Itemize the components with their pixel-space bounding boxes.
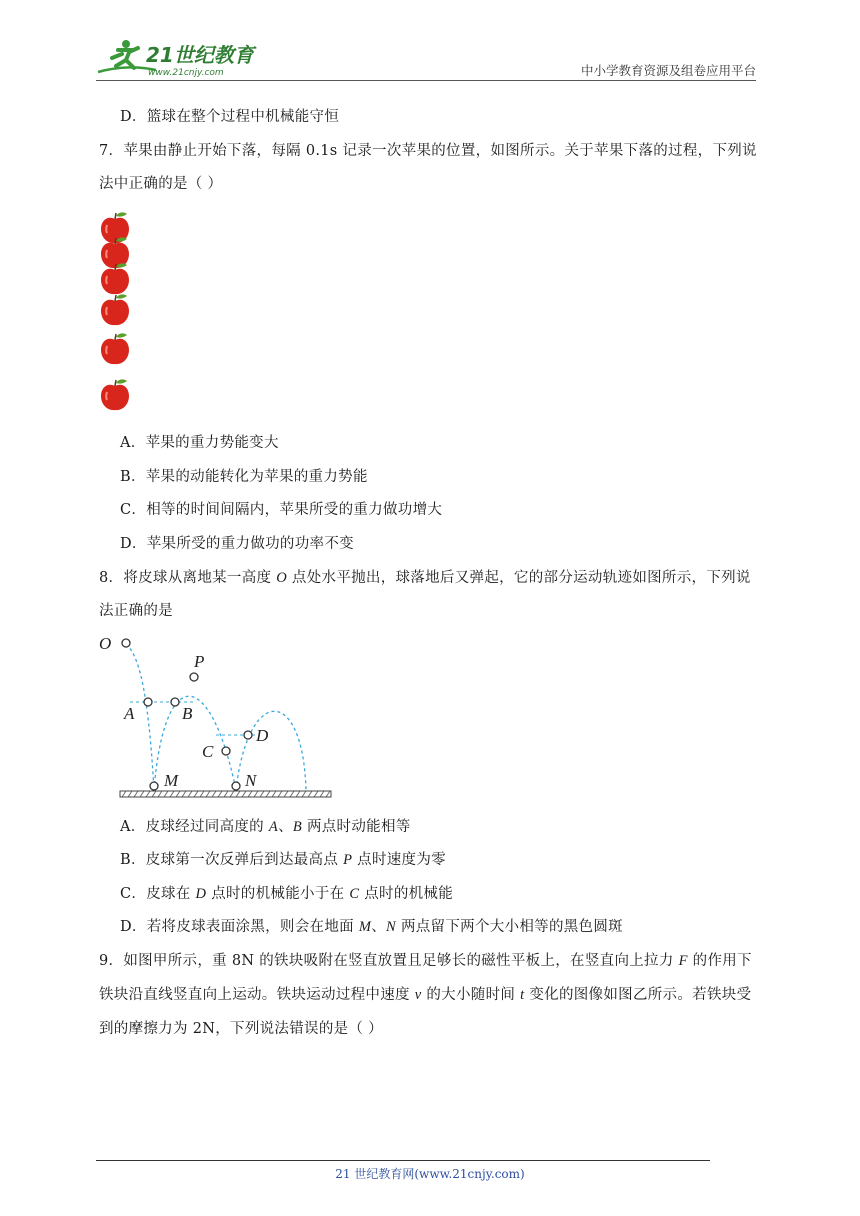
logo-url-text: www.21cnjy.com <box>148 68 224 78</box>
apple-icon <box>101 333 129 364</box>
footer-text: 21 世纪教育网(www.21cnjy.com) <box>335 1167 525 1181</box>
ball-b <box>171 698 179 706</box>
q7-stem-line1: 7．苹果由静止开始下落，每隔 0.1s 记录一次苹果的位置，如图所示。关于苹果下落的过程，下列说 <box>99 143 757 159</box>
header-tagline: 中小学教育资源及组卷应用平台 <box>580 63 756 78</box>
q8-option-a: A．皮球经过同高度的 A、B 两点时动能相等 <box>120 819 411 835</box>
ball-o <box>122 639 130 647</box>
label-p: P <box>194 652 205 671</box>
apple-icon <box>101 237 129 268</box>
ball-a <box>144 698 152 706</box>
q8-stem-line2: 法正确的是 <box>99 603 173 619</box>
ball-c <box>222 747 230 755</box>
label-m: M <box>164 771 179 790</box>
ball-d <box>244 731 252 739</box>
q9-stem-line3: 到的摩擦力为 2N，下列说法错误的是（ ） <box>99 1021 383 1037</box>
header-divider <box>96 80 756 81</box>
q9-stem-line1: 9．如图甲所示，重 8N 的铁块吸附在竖直放置且足够长的磁性平板上，在竖直向上拉力 F 的作用下 <box>99 953 752 969</box>
q7-option-b: B．苹果的动能转化为苹果的重力势能 <box>120 469 368 485</box>
label-b: B <box>182 704 193 723</box>
footer-divider <box>96 1160 710 1161</box>
site-logo <box>96 36 266 82</box>
q9-stem-line2: 铁块沿直线竖直向上运动。铁块运动过程中速度 v 的大小随时间 t 变化的图像如图乙所示。若铁块受 <box>99 987 752 1003</box>
q8-stem-line1: 8．将皮球从离地某一高度 O 点处水平抛出，球落地后又弹起，它的部分运动轨迹如图所示，下列说 <box>99 570 751 586</box>
prev-option-d: D．篮球在整个过程中机械能守恒 <box>120 109 340 125</box>
q7-option-d: D．苹果所受的重力做功的功率不变 <box>120 536 354 552</box>
ball-m <box>150 782 158 790</box>
q8-option-b: B．皮球第一次反弹后到达最高点 P 点时速度为零 <box>120 852 446 868</box>
ball-p <box>190 673 198 681</box>
falling-apple-figure <box>96 208 136 418</box>
q7-option-c: C．相等的时间间隔内，苹果所受的重力做功增大 <box>120 502 443 518</box>
q7-option-a: A．苹果的重力势能变大 <box>120 435 279 451</box>
q8-option-c: C．皮球在 D 点时的机械能小于在 C 点时的机械能 <box>120 886 454 902</box>
q7-stem-line2: 法中正确的是（ ） <box>99 176 223 192</box>
apple-icon <box>101 294 129 325</box>
label-n: N <box>245 771 257 790</box>
ball-n <box>232 782 240 790</box>
label-a: A <box>124 704 135 723</box>
label-c: C <box>202 742 214 761</box>
q8-option-d: D．若将皮球表面涂黑，则会在地面 M、N 两点留下两个大小相等的黑色圆斑 <box>120 919 623 935</box>
apple-icon <box>101 263 129 294</box>
apple-icon <box>101 379 129 410</box>
logo-main-text: 21世纪教育 <box>146 43 254 67</box>
bouncing-ball-figure <box>98 625 338 800</box>
label-o: O <box>99 634 112 653</box>
label-d: D <box>256 726 269 745</box>
